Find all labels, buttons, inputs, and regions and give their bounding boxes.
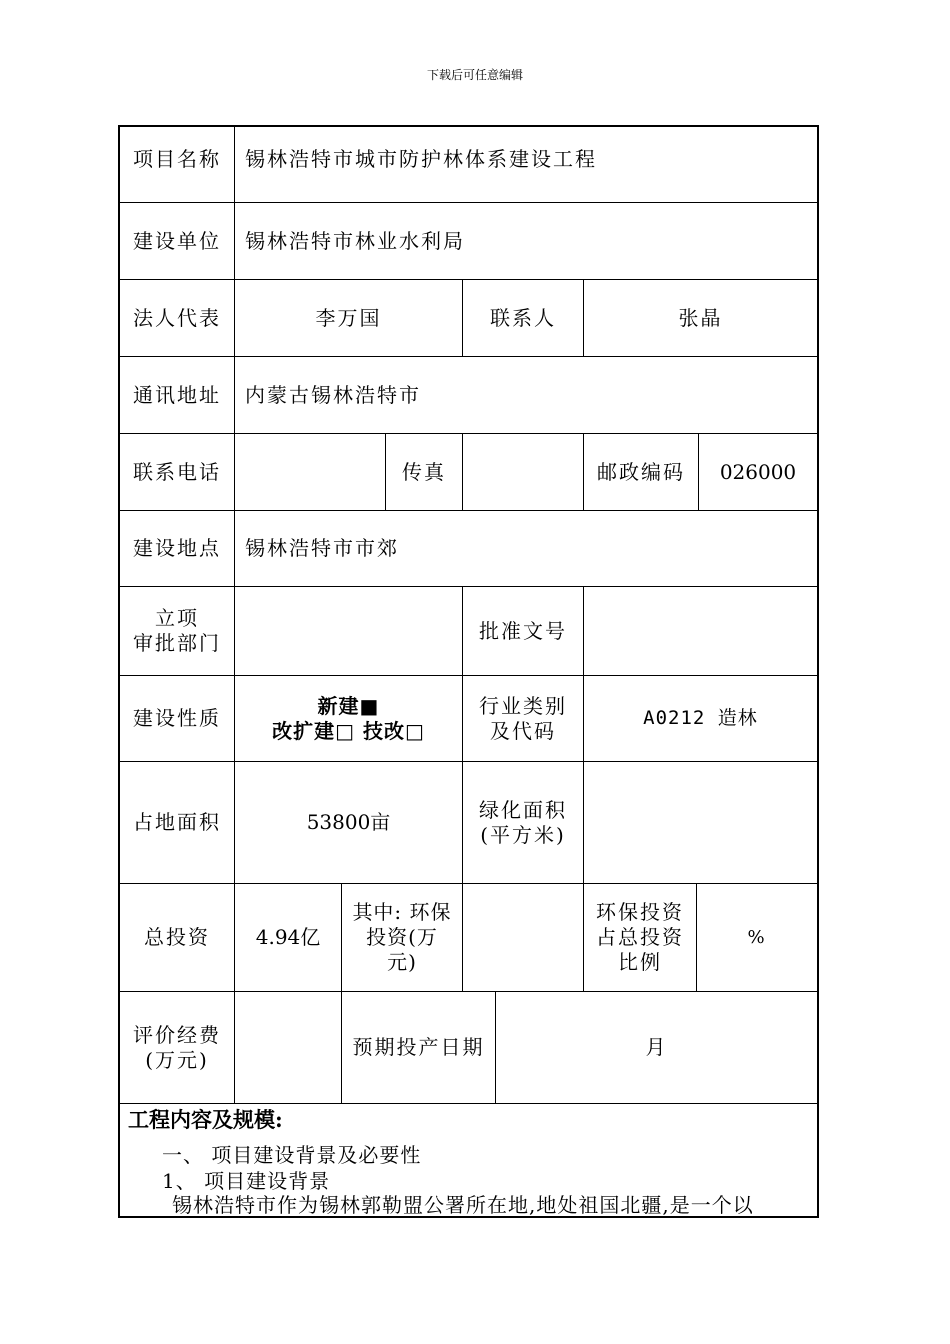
nature-value (235, 676, 462, 761)
approval-no-label: 批准文号 (479, 618, 567, 643)
nature-option-other: 改扩建□ 技改□ (272, 718, 425, 743)
industry-label-line2: 及代码 (490, 718, 556, 743)
phone-value (235, 434, 385, 510)
postcode-label: 邮政编码 (597, 459, 685, 484)
env-invest-value (463, 884, 583, 991)
address-label: 通讯地址 (133, 382, 221, 407)
env-ratio-label-line2: 占总投资 (596, 925, 684, 949)
contact-label: 联系人 (490, 305, 556, 330)
fax-value (463, 434, 583, 510)
area-label: 占地面积 (133, 810, 221, 834)
total-invest-label: 总投资 (144, 925, 210, 949)
total-invest-value: 4.94亿 (255, 925, 321, 949)
env-ratio-label-line1: 环保投资 (596, 900, 684, 924)
project-name-value: 锡林浩特市城市防护林体系建设工程 (245, 147, 597, 171)
builder-label: 建设单位 (133, 228, 221, 253)
approval-no-value (584, 587, 817, 675)
content-line-1: 一、 项目建设背景及必要性 (162, 1143, 422, 1167)
postcode-value: 026000 (719, 459, 797, 484)
operation-date-label: 预期投产日期 (352, 1035, 485, 1059)
builder-value: 锡林浩特市林业水利局 (245, 228, 465, 253)
content-line-3: 锡林浩特市作为锡林郭勒盟公署所在地,地处祖国北疆,是一个以 (172, 1193, 754, 1217)
eval-fee-value (235, 992, 341, 1103)
approval-dept-label-line2: 审批部门 (133, 631, 221, 655)
env-ratio-label (584, 884, 696, 991)
green-area-label (463, 762, 583, 883)
approval-dept-label-line1: 立项 (155, 606, 199, 630)
site-label: 建设地点 (133, 536, 221, 560)
eval-fee-label-line2: (万元) (145, 1047, 209, 1072)
content-line-2: 1、 项目建设背景 (162, 1169, 331, 1193)
env-invest-label-line1: 其中: 环保 (352, 900, 452, 924)
fax-label: 传真 (402, 459, 446, 484)
content-heading: 工程内容及规模: (128, 1107, 283, 1132)
env-invest-label (342, 884, 462, 991)
address-value: 内蒙古锡林浩特市 (245, 382, 421, 407)
project-name-label: 项目名称 (133, 147, 221, 171)
contact-value: 张晶 (678, 305, 723, 330)
operation-date-value: 月 (645, 1035, 668, 1059)
env-ratio-value: % (747, 927, 767, 948)
approval-dept-value (235, 587, 462, 675)
industry-code-value: A0212 造林 (643, 707, 758, 729)
industry-label-line1: 行业类别 (479, 693, 567, 718)
area-value: 53800亩 (306, 810, 391, 834)
green-area-value (584, 762, 817, 883)
phone-label: 联系电话 (133, 459, 221, 484)
nature-label: 建设性质 (133, 706, 221, 730)
header-note: 下载后可任意编辑 (426, 68, 523, 82)
legal-rep-label: 法人代表 (133, 305, 221, 330)
project-form-table (118, 125, 819, 1218)
approval-dept-label (120, 587, 234, 675)
eval-fee-label (120, 992, 234, 1103)
industry-label (463, 676, 583, 761)
legal-rep-value: 李万国 (315, 305, 382, 330)
green-area-label-line2: (平方米) (480, 822, 566, 847)
env-ratio-label-line3: 比例 (618, 950, 662, 974)
env-invest-label-line2: 投资(万 (366, 925, 438, 949)
env-invest-label-line3: 元) (387, 950, 417, 974)
row-divider (120, 1103, 817, 1104)
site-value: 锡林浩特市市郊 (245, 536, 399, 560)
eval-fee-label-line1: 评价经费 (133, 1022, 221, 1047)
nature-option-new: 新建■ (317, 693, 380, 718)
green-area-label-line1: 绿化面积 (479, 797, 567, 822)
